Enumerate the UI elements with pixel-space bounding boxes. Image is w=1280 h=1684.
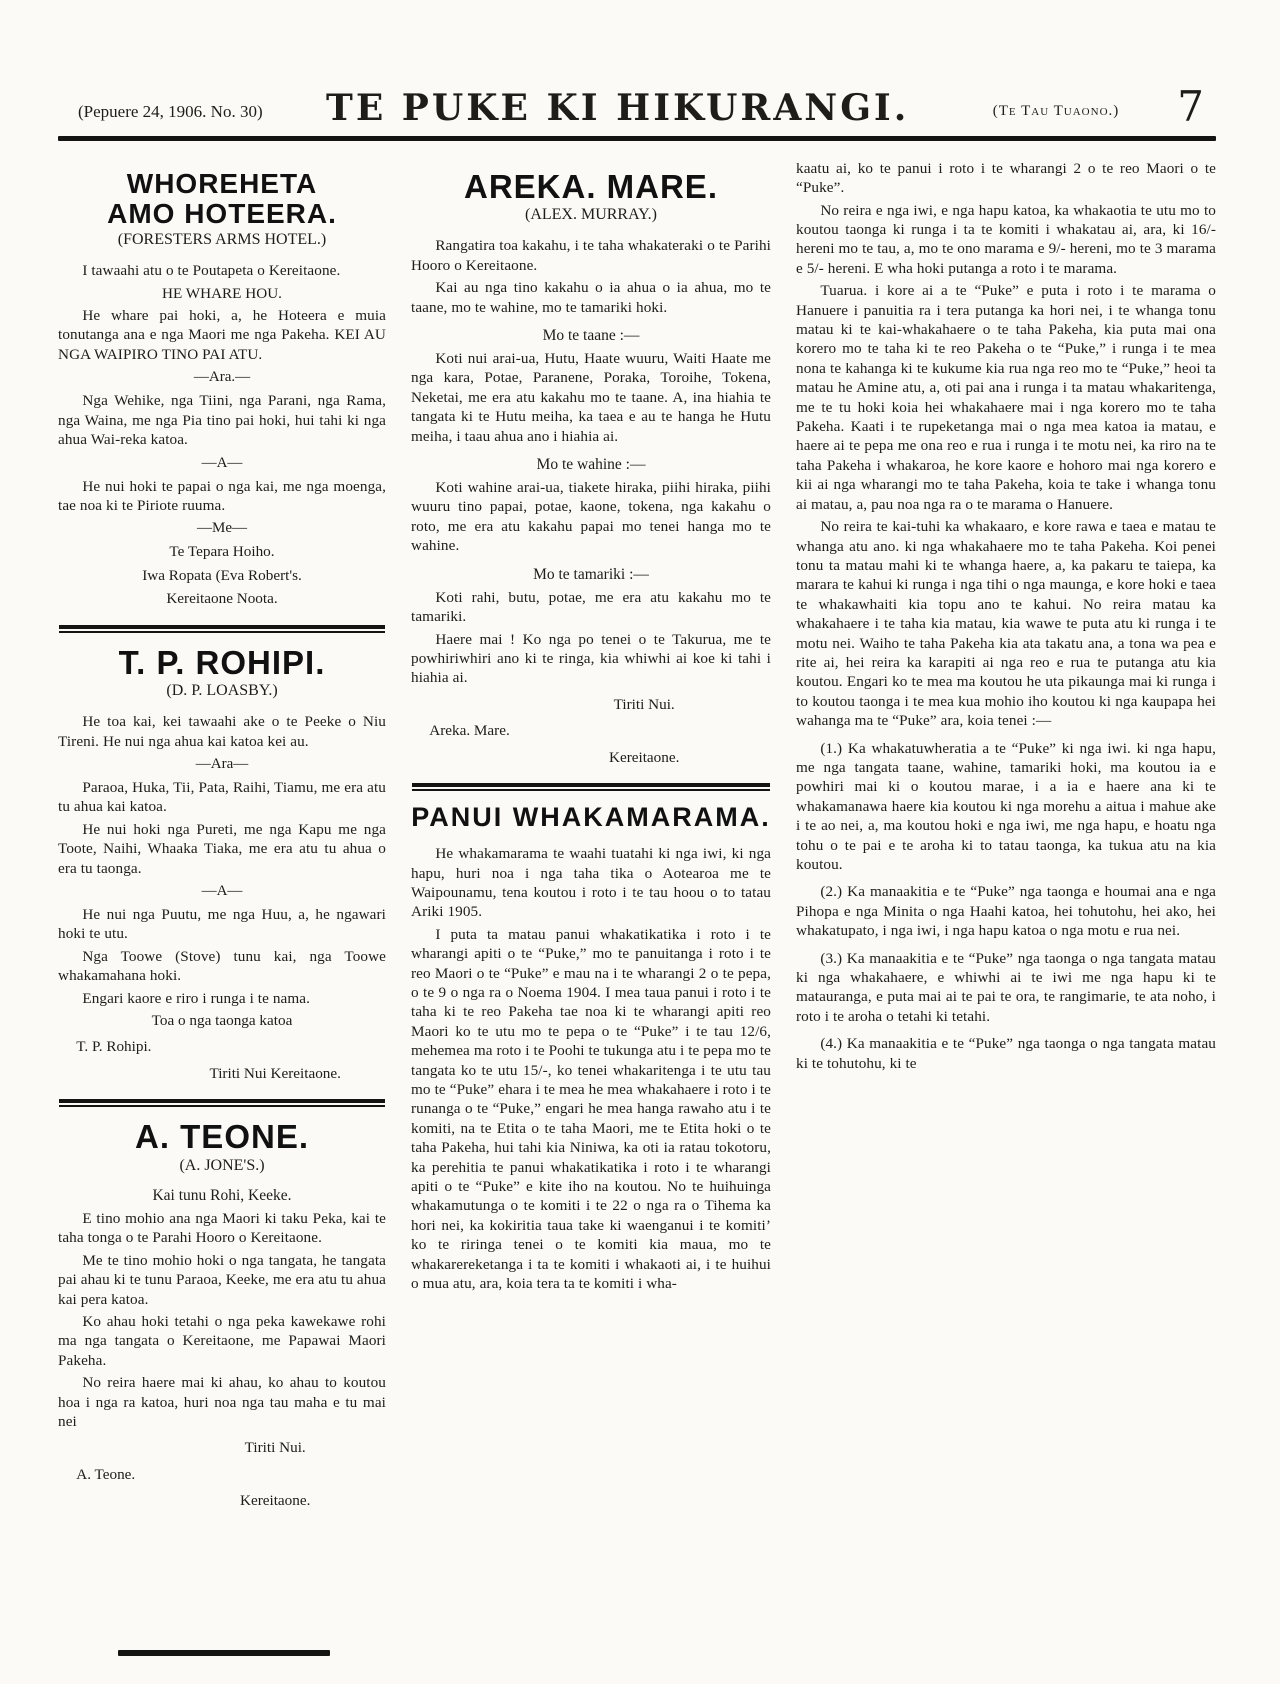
ad-areka-mare: [411, 169, 771, 767]
paragraph: Tuarua. i kore ai a te “Puke” e puta i roto i te marama o Hanuere i panuitia ra i tera putanga ka hori nei, i te whanga tonu matau ki te kai-whakahaere o te taha Pakeha, kia puta mai ona korero mo te taha ki te reo Pakeha o te “Puke,” i runga i te mea nona te kahanga ki te kukume kia rua nga reo mo te “Puke,” heoi ta matau he Amine atu, a, oti pai ana i runga i ta matau whakaritenga, me te tu hoki koia hei whakahaere mai i nga korero mo te taha Pakeha. Kaati i te rupeketanga mai o nga mea katoa ia matau, e haere ai te pepa me ona reo e rua i runga i te motu nei, ka riro na te taha Pakeha i whakaroa, he kore kaore e hohoro mai nga korero e kii ai nga wharangi mo te taha Pakeha, koia te take i whanga tonu ai matau, a, pau noa nga ra o te marama o Hanuere.: [796, 282, 1216, 513]
newspaper-title: TE PUKE KI HIKURANGI.: [326, 86, 910, 129]
ad-title: WHOREHETA AMO HOTEERA.: [107, 167, 337, 230]
paragraph: Me te tino mohio hoki o nga tangata, he tangata pai ahau ki te tunu Paraoa, Keeke, me era atu tu ahua kai pera katoa.: [58, 1251, 386, 1308]
paragraph: He whakamarama te waahi tuatahi ki nga iwi, ki nga hapu, huri noa i nga taha tika o Aotearoa me te Waipounamu, tena koutou i roto i te tau hoou o to tatau Ariki 1905.: [411, 845, 771, 921]
section-divider: [412, 783, 770, 791]
dash-divider: —Ara.—: [193, 369, 251, 386]
ad-subtitle: (A. JONE'S.): [179, 1156, 265, 1174]
page-columns: [58, 141, 1216, 1511]
article-title: PANUI WHAKAMARAMA.: [411, 801, 771, 832]
sub-heading: Mo te tamariki :—: [533, 565, 649, 583]
paragraph: E tino mohio ana nga Maori ki taku Peka, kai te taha tonga o te Parahi Hooro o Kereitaone.: [58, 1209, 386, 1247]
sub-heading: Mo te wahine :—: [536, 456, 646, 474]
page-number: 7: [1177, 82, 1204, 131]
paragraph: Nga Wehike, nga Tiini, nga Parani, nga Rama, nga Waina, me nga Pia tino pai hoki, hui tahi ki nga ahua Wai-reka katoa.: [58, 392, 386, 449]
signature-line: Tiriti Nui Kereitaone.: [209, 1064, 341, 1082]
column-2: [411, 159, 771, 1511]
section-divider: [59, 1099, 385, 1107]
signature-line: Kereitaone.: [608, 748, 680, 766]
paragraph: kaatu ai, ko te panui i roto i te wharangi 2 o te reo Maori o te “Puke”.: [796, 159, 1216, 197]
sub-heading: Mo te taane :—: [542, 327, 640, 345]
signature-line: Tiriti Nui.: [613, 695, 675, 713]
paragraph: Ko ahau hoki tetahi o nga peka kawekawe rohi ma nga tangata o Kereitaone, me Papawai Maori Pakeha.: [58, 1312, 386, 1369]
paragraph: No reira e nga iwi, e nga hapu katoa, ka whakaotia te utu mo to koutou taonga ki runga i ta te komiti i whakatau ai, ara, ki 16/- hereni mo te tau, a, mo te ono marama e 9/- hereni, mo te 3 marama e 5/- hereni. E wha hoki putanga a roto i te marama.: [796, 201, 1216, 277]
numbered-item: (3.) Ka manaakitia e te “Puke” nga taonga o nga tangata matau ki nga whakahaere, e whiwhi ai te iwi me nga hapu ki te matauranga, e puta mai ai te pai te ora, te rangimarie, te ata noho, i roto i te aroha o tetahi ki tetahi.: [796, 949, 1216, 1025]
ad-title: T. P. ROHIPI.: [118, 643, 326, 681]
article-panui-whakamarama: [411, 803, 771, 1294]
volume-label: (Te Tau Tuaono.): [992, 102, 1120, 119]
signature-line: Iwa Ropata (Eva Robert's.: [142, 566, 302, 584]
paragraph: No reira te kai-tuhi ka whakaaro, e kore rawa e taea e matau te whanga atu ano. ki nga whakahaere mo te taha Pakeha. Koi penei tonu ta matau mahi ki te whanga haere, a, ka pakaru te taiepa, ka marara te kahui ki runga i nga tihi o nga maunga, e kore hoki e taea te whakawhaiti kia topu ano te kahui. No reira matau ka whakahaere i te taha kia matau, kia wawe te puta atu ki runga i te motu nei. Waiho te taha Pakeha kia ata takatu ana, a tona wa pea e rite ai, hei reira ka karapiti ai nga reo e rua te putanga atu kia koutou. Engari ko te mea ma koutou he uta pikaunga mai ki runga i to koutou taonga i te mea kua mohio iho koutou ki nga kaupapa hei wahanga ma te “Puke” ara, koia tenei :—: [796, 518, 1216, 730]
column-3: [796, 159, 1216, 1511]
signature-line: Te Tepara Hoiho.: [169, 543, 275, 561]
masthead-right: [973, 82, 1204, 131]
paragraph: No reira haere mai ki ahau, ko ahau to koutou hoa i nga ra katoa, huri noa nga tau maha e tu mai nei: [58, 1374, 386, 1430]
paragraph: He nui nga Puutu, me nga Huu, a, he ngawari hoki te utu.: [58, 906, 386, 943]
paragraph: Engari kaore e riro i runga i te nama.: [82, 989, 311, 1007]
ad-subtitle: (D. P. LOASBY.): [166, 682, 278, 700]
paragraph: Rangatira toa kakahu, i te taha whakateraki o te Parihi Hooro o Kereitaone.: [411, 237, 771, 274]
paragraph: Nga Toowe (Stove) tunu kai, nga Toowe whakamahana hoki.: [58, 947, 386, 985]
section-divider-partial: [118, 1650, 330, 1656]
paragraph: Koti rahi, butu, potae, me era atu kakahu mo te tamariki.: [411, 588, 771, 626]
section-divider: [59, 625, 385, 633]
paragraph: I puta ta matau panui whakatikatika i roto i te wharangi apiti o te “Puke,” mo te panuitanga i roto i te reo Maori o te “Puke” e mau na i te wharangi 2 o te pepa, o te 9 o nga ra o Noema 1904. I mea taua panui i roto i te taha ki te reo Pakeha tae noa ki te wharangi apiti reo Maori ko te utu mo te pepa o te “Puke” i te tau 12/6, mehemea ma roto i te Poohi te tukunga atu i te pepa mo te tangata ko te utu 15/-, ko tenei whakaritenga i te utu tau mo te “Puke” ehara i te mea he mea whakahaere i roto i te runanga o te “Puke,” engari he mea hanga rawaho atu i te komiti, na te Etita o te taha Maori, me te Etita hoki o te taha Pakeha, hui tahi kia Niniwa, ka oti ia ratau tokotoru, ka perehitia te panui whakatikatika i roto i te wharangi apiti o te “Puke” e kite iho na koutou. No te huihuinga whakamutunga o te komiti i te 22 o nga ra o Tihema ka hori nei, ka kokiritia taua take ki waenganui i te komiti’ ko te riringa tenei o te komiti kia maua, mo te whakarereketanga i ta te komiti i whakaoti ai, i te huihui o mua atu, ara, koia tera ta te komiti i wha-: [411, 925, 771, 1293]
paragraph: Koti wahine arai-ua, tiakete hiraka, piihi hiraka, piihi wuuru tino papai, potae, kaone, tokena, nga kakahu o roto, me era atu kakahu papai mo tenei hanga mo te wahine.: [411, 479, 771, 555]
signature-line: Kereitaone Noota.: [166, 590, 278, 608]
paragraph: Paraoa, Huka, Tii, Pata, Raihi, Tiamu, me era atu tu ahua kai katoa.: [58, 778, 386, 816]
numbered-item: (1.) Ka whakatuwheratia a te “Puke” ki nga iwi. ki nga hapu, me nga tangata taane, wahine, tamariki hoki, ma koutou ia e powhiri mai ki o koutou marae, i a ia e haere ana ki te whakamanawa haere kia koutou ki nga morehu a aitua i mahue ake i te ao nei, a, ma koutou hoki e nga iwi, me nga hapu, e hoatu nga tohu o te pai e te aroha ki to tatau taonga, ka tukua atu na kia koutou.: [796, 739, 1216, 874]
signature-line: Areka. Mare.: [429, 722, 510, 740]
paragraph: He nui hoki nga Pureti, me nga Kapu me nga Toote, Naihi, Whaaka Tiaka, me era atu tu ahua o era tu taonga.: [58, 820, 386, 877]
ad-t-p-rohipi: [58, 645, 386, 1084]
column-1: [58, 159, 386, 1511]
ad-foresters-arms-hotel: [58, 169, 386, 609]
signature-line: A. Teone.: [76, 1465, 136, 1483]
issue-date: (Pepuere 24, 1906. No. 30): [78, 101, 263, 121]
paragraph: I tawaahi atu o te Poutapeta o Kereitaone.: [82, 262, 341, 280]
paragraph: He nui hoki te papai o nga kai, me nga moenga, tae noa ki te Piriote ruuma.: [58, 477, 386, 514]
signature-line: Tiriti Nui.: [244, 1439, 306, 1457]
centered-line: HE WHARE HOU.: [162, 284, 282, 302]
paragraph: He whare pai hoki, a, he Hoteera e muia tonutanga ana e nga Maori me nga Pakeha. KEI AU NGA WAIPIRO TINO PAI ATU.: [58, 307, 386, 363]
dash-divider: —Ara—: [195, 755, 249, 772]
ad-subtitle: (ALEX. MURRAY.): [524, 206, 657, 224]
ad-title: AREKA. MARE.: [463, 167, 718, 205]
paragraph: Koti nui arai-ua, Hutu, Haate wuuru, Waiti Haate me nga kara, Potae, Paranene, Poraka, Toroihe, Tokena, Neketai, me era atu kakahu mo te taane. A, ina hiahia te tangata ki te Hutu meiha, ka taea e au te hanga he Hutu meiha, i taau ahua ano i hiahia ai.: [411, 350, 771, 445]
signature-line: Kereitaone.: [239, 1492, 311, 1510]
ad-subtitle: (FORESTERS ARMS HOTEL.): [117, 231, 327, 249]
signature-line: T. P. Rohipi.: [76, 1038, 152, 1056]
centered-line: Toa o nga taonga katoa: [151, 1012, 293, 1030]
centered-line: Kai tunu Rohi, Keeke.: [152, 1186, 292, 1204]
numbered-item: (4.) Ka manaakitia e te “Puke” nga taonga o nga tangata matau ki te tohutohu, ki te: [796, 1035, 1216, 1072]
paragraph: Haere mai ! Ko nga po tenei o te Takurua, me te powhiriwhiri ano ki te ringa, kia whiwhi ai koe ki tahi i hiahia ai.: [411, 630, 771, 687]
dash-divider: —A—: [201, 454, 243, 471]
masthead: [58, 82, 1216, 131]
paragraph: He toa kai, kei tawaahi ake o te Peeke o Niu Tireni. He nui nga ahua kai katoa kei au.: [58, 713, 386, 750]
dash-divider: —Me—: [197, 520, 247, 537]
ad-title: A. TEONE.: [134, 1118, 310, 1156]
ad-a-teone: [58, 1119, 386, 1510]
paragraph: Kai au nga tino kakahu o ia ahua o ia ahua, mo te taane, mo te wahine, mo te tamariki hoki.: [411, 279, 771, 316]
dash-divider: —A—: [201, 883, 243, 900]
article-panui-continued: [796, 159, 1216, 1073]
numbered-item: (2.) Ka manaakitia e te “Puke” nga taonga e houmai ana e nga Pihopa e nga Minita o nga Haahi katoa, hei tohutohu, hei ako, hei whakatupato, i nga iwi, i nga hapu katoa o nga motu e rua nei.: [796, 883, 1216, 940]
